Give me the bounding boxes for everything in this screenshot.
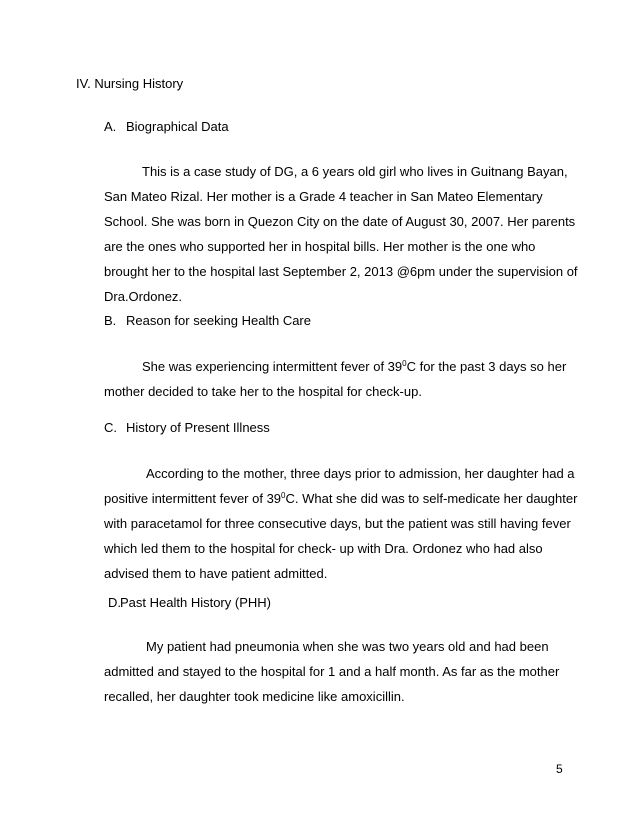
paragraph-reason-for-care — [104, 354, 584, 404]
paragraph-line: brought her to the hospital last September 2, 2013 @6pm under the supervision of — [104, 264, 578, 279]
paragraph-line: are the ones who supported her in hospital bills. Her mother is the one who — [104, 239, 536, 254]
line-text: C for the past 3 days so her — [406, 359, 567, 374]
paragraph-line: mother decided to take her to the hospital for check-up. — [104, 384, 422, 399]
subsection-letter: D. — [108, 595, 121, 610]
line-text: positive intermittent fever of 39 — [104, 491, 282, 506]
line-text: C. What she did was to self-medicate her daughter — [285, 491, 578, 506]
subsection-letter: C. — [104, 420, 117, 435]
paragraph-line: This is a case study of DG, a 6 years old girl who lives in Guitnang Bayan, — [142, 164, 568, 179]
paragraph-line: School. She was born in Quezon City on the date of August 30, 2007. Her parents — [104, 214, 576, 229]
subsection-title-past-health-history — [108, 595, 271, 611]
subsection-title-present-illness — [104, 420, 270, 436]
paragraph-line — [104, 486, 584, 511]
paragraph-line: with paracetamol for three consecutive days, but the patient was still having fever — [104, 516, 571, 531]
paragraph-line: advised them to have patient admitted. — [104, 566, 328, 581]
paragraph-line: recalled, her daughter took medicine like amoxicillin. — [104, 689, 405, 704]
subsection-label: Biographical Data — [126, 119, 229, 134]
paragraph-line: According to the mother, three days prior to admission, her daughter had a — [146, 466, 575, 481]
subsection-title-biographical-data — [104, 119, 229, 135]
paragraph-line — [104, 354, 584, 379]
paragraph-past-health-history — [104, 634, 584, 709]
paragraph-line: Dra.Ordonez. — [104, 289, 183, 304]
paragraph-biographical-data — [104, 159, 584, 309]
paragraph-line: admitted and stayed to the hospital for 1 and a half month. As far as the mother — [104, 664, 560, 679]
paragraph-line: which led them to the hospital for check- up with Dra. Ordonez who had also — [104, 541, 543, 556]
paragraph-present-illness — [104, 461, 584, 586]
subsection-title-reason-for-care — [104, 313, 311, 329]
subsection-letter: B. — [104, 313, 117, 328]
line-text: She was experiencing intermittent fever of 39 — [142, 359, 403, 374]
section-heading-nursing-history: IV. Nursing History — [76, 76, 184, 91]
subsection-label: History of Present Illness — [126, 420, 270, 435]
degree-superscript: 0 — [402, 359, 407, 368]
degree-superscript: 0 — [281, 491, 286, 500]
subsection-label: Past Health History (PHH) — [120, 595, 271, 610]
paragraph-line: San Mateo Rizal. Her mother is a Grade 4 teacher in San Mateo Elementary — [104, 189, 543, 204]
subsection-letter: A. — [104, 119, 117, 134]
page-number: 5 — [556, 762, 563, 776]
subsection-label: Reason for seeking Health Care — [126, 313, 311, 328]
paragraph-line: My patient had pneumonia when she was two years old and had been — [146, 639, 549, 654]
